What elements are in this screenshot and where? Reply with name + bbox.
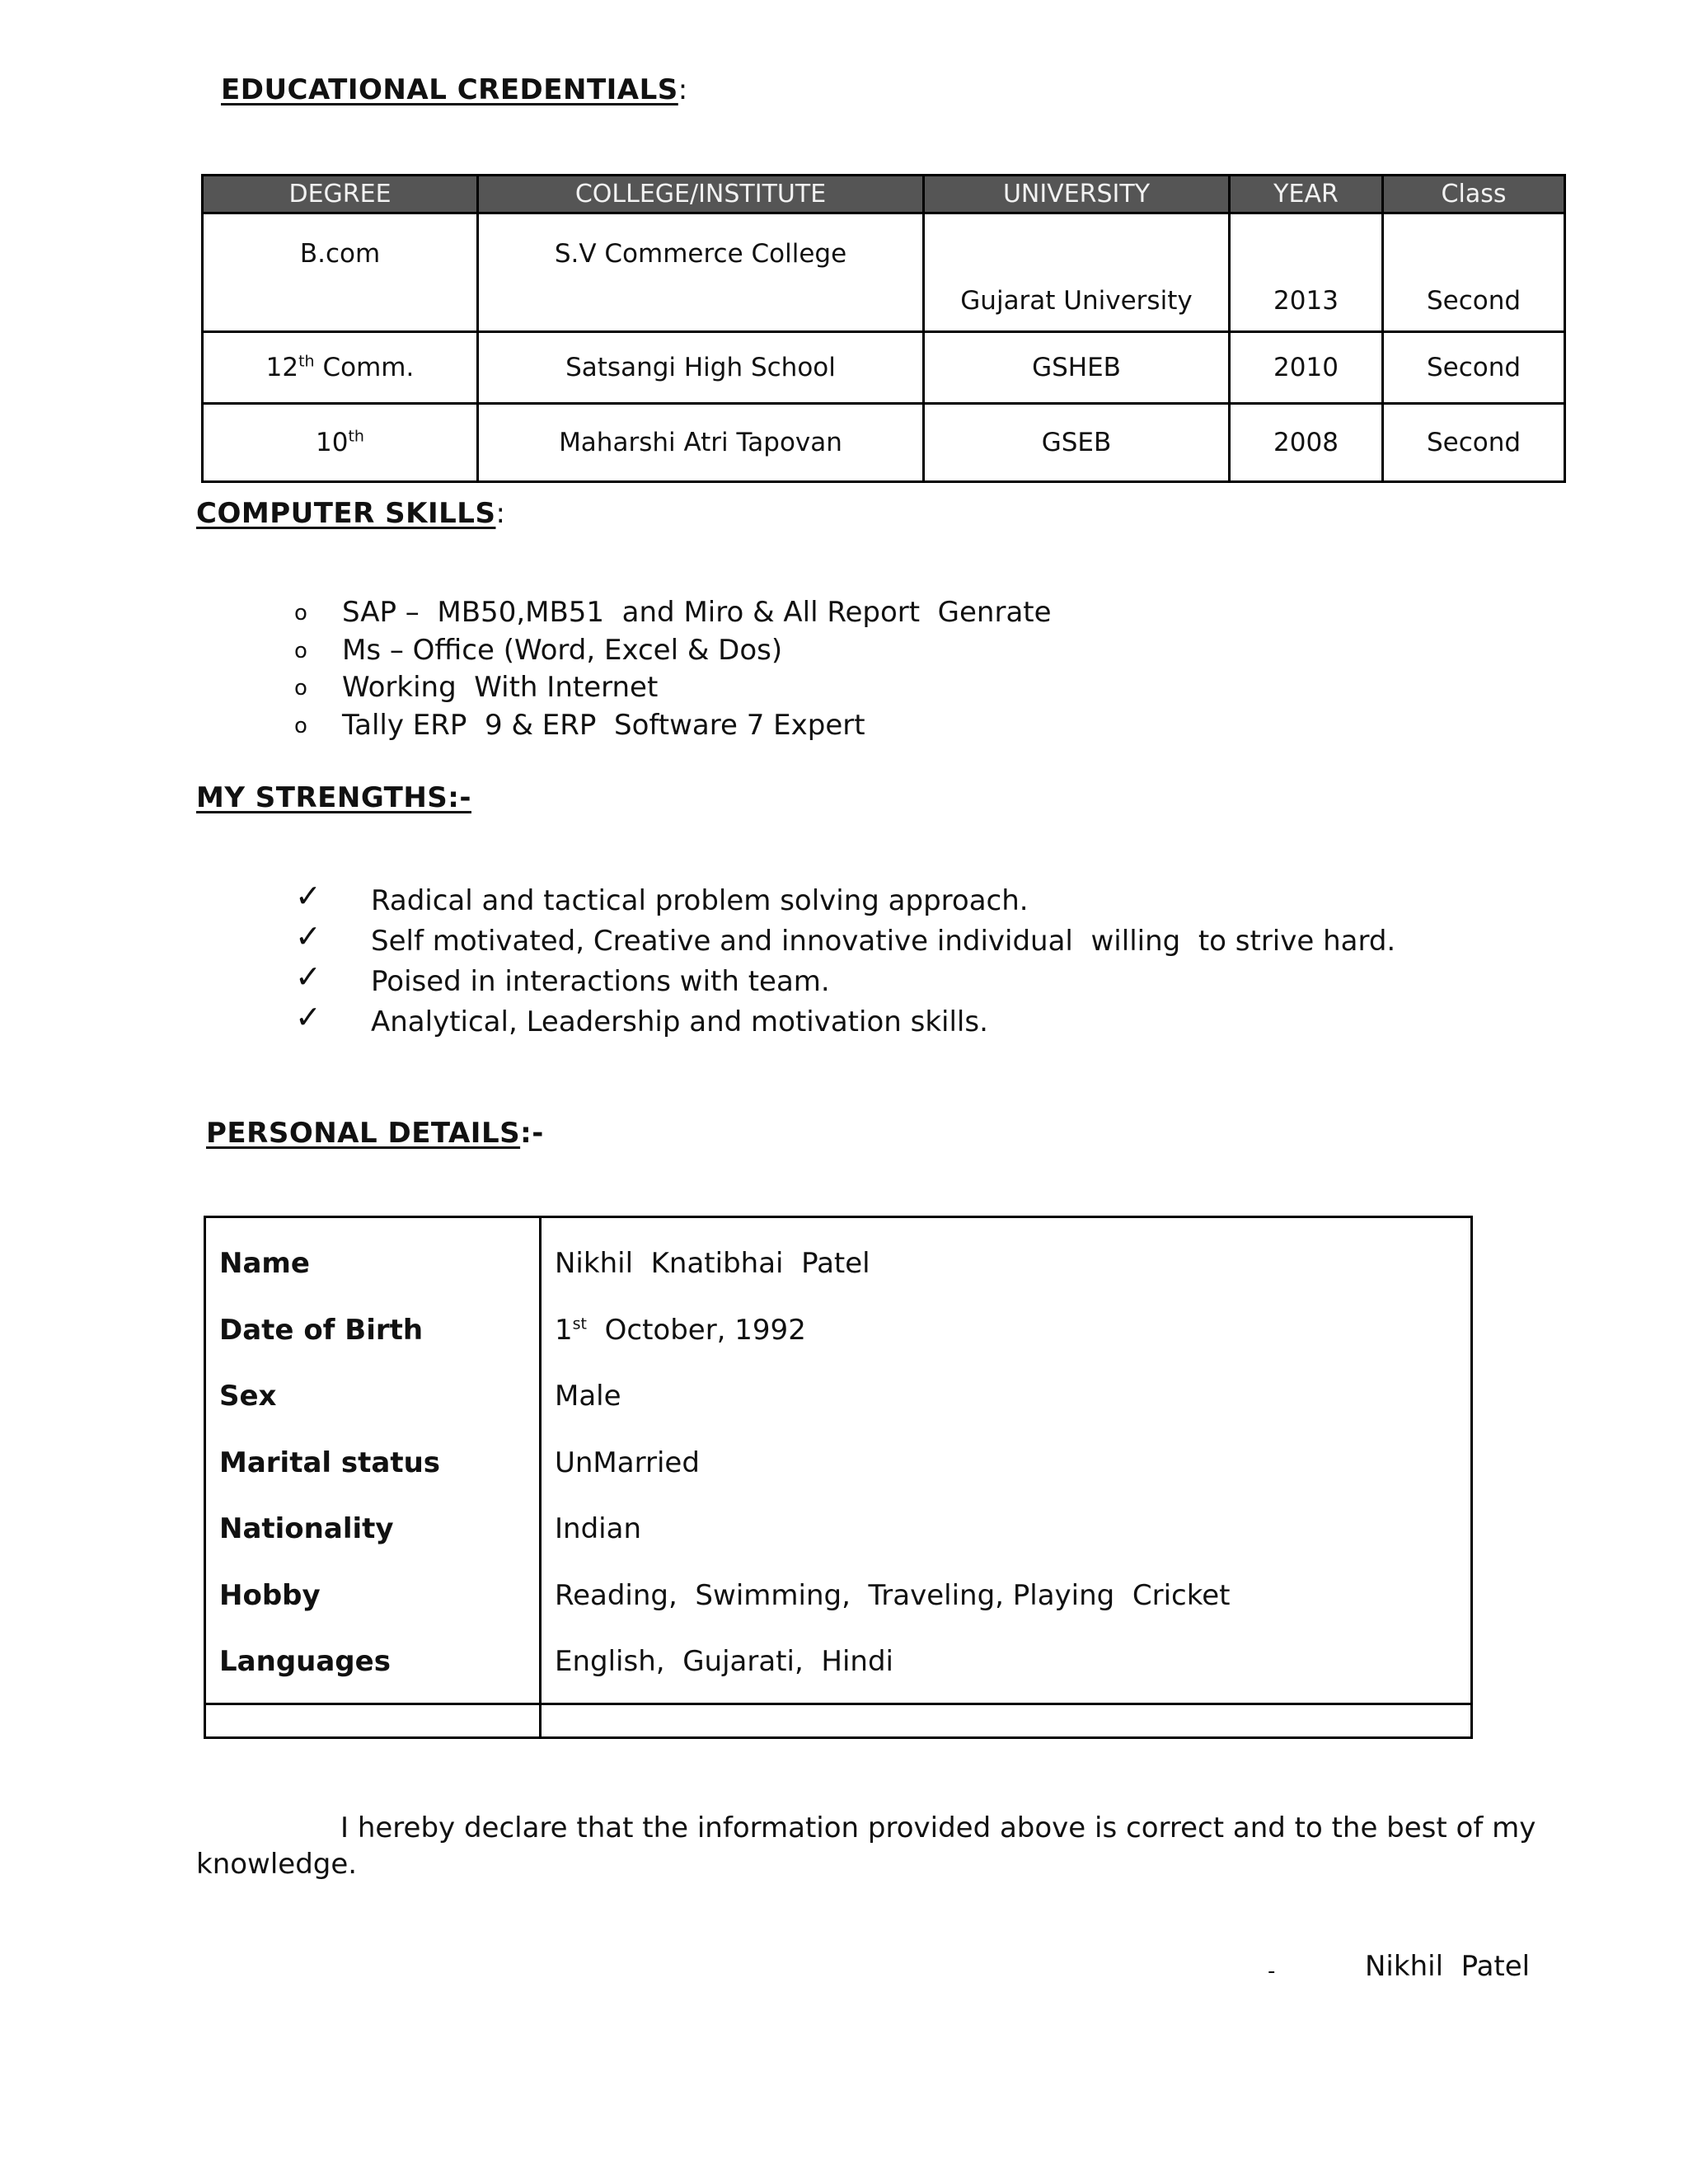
personal-details-main-row — [205, 1217, 1472, 1704]
personal-values-cell — [541, 1217, 1472, 1704]
skill-text: Ms – Office (Word, Excel & Dos) — [342, 633, 783, 667]
skill-text: SAP – MB50,MB51 and Miro & All Report Genrate — [342, 596, 1052, 629]
personal-details-heading-suffix: :- — [520, 1117, 544, 1150]
declaration-line-2: knowledge. — [196, 1848, 358, 1881]
table-row — [203, 332, 1565, 404]
checkmark-icon: ✓ — [295, 918, 321, 954]
dob-superscript: st — [572, 1315, 587, 1333]
label-name: Name — [219, 1247, 310, 1280]
signature-name: Nikhil Patel — [1365, 1950, 1531, 1983]
label-hobby: Hobby — [219, 1578, 321, 1612]
empty-cell — [205, 1704, 541, 1738]
year-cell: 2013 — [1230, 213, 1383, 332]
education-table-header — [203, 176, 1565, 213]
strength-text: Analytical, Leadership and motivation skills. — [371, 1005, 988, 1038]
university-cell: Gujarat University — [924, 213, 1230, 332]
education-table — [201, 174, 1566, 483]
value-sex: Male — [555, 1380, 621, 1413]
skill-text: Tally ERP 9 & ERP Software 7 Expert — [342, 708, 865, 742]
circle-bullet-icon: o — [294, 713, 307, 738]
column-header-class: Class — [1383, 176, 1565, 213]
strength-text: Radical and tactical problem solving approach. — [371, 884, 1029, 917]
computer-skills-heading-colon: : — [495, 497, 506, 530]
degree-cell — [203, 404, 478, 482]
table-row — [203, 213, 1565, 332]
class-cell: Second — [1383, 332, 1565, 404]
computer-skills-heading — [196, 497, 505, 530]
degree-cell — [203, 213, 478, 332]
column-header-degree: DEGREE — [203, 176, 478, 213]
value-name: Nikhil Knatibhai Patel — [555, 1247, 870, 1280]
circle-bullet-icon: o — [294, 638, 307, 663]
circle-bullet-icon: o — [294, 676, 307, 701]
value-languages: English, Gujarati, Hindi — [555, 1645, 893, 1678]
column-header-college: COLLEGE/INSTITUTE — [478, 176, 924, 213]
label-sex: Sex — [219, 1380, 277, 1413]
value-date-of-birth — [555, 1314, 1457, 1380]
education-heading — [221, 73, 688, 106]
college-cell: Maharshi Atri Tapovan — [478, 404, 924, 482]
strengths-heading-text: MY STRENGTHS:- — [196, 781, 471, 814]
checkmark-icon: ✓ — [295, 958, 321, 995]
class-cell: Second — [1383, 404, 1565, 482]
value-marital-status: UnMarried — [555, 1446, 700, 1479]
empty-cell — [541, 1704, 1472, 1738]
label-languages: Languages — [219, 1645, 391, 1678]
degree-superscript: th — [298, 352, 315, 371]
checkmark-icon: ✓ — [295, 999, 321, 1035]
degree-text: B.com — [299, 239, 381, 269]
label-nationality: Nationality — [219, 1512, 394, 1545]
education-heading-text: EDUCATIONAL CREDENTIALS — [221, 73, 678, 106]
column-header-year: YEAR — [1230, 176, 1383, 213]
strengths-heading — [196, 781, 471, 814]
college-cell: Satsangi High School — [478, 332, 924, 404]
strength-text: Self motivated, Creative and innovative individual willing to strive hard. — [371, 925, 1396, 958]
university-cell: GSHEB — [924, 332, 1230, 404]
dob-rest: October, 1992 — [587, 1313, 806, 1347]
strength-text: Poised in interactions with team. — [371, 965, 830, 998]
label-marital-status: Marital status — [219, 1446, 441, 1479]
personal-details-empty-row — [205, 1704, 1472, 1738]
degree-cell — [203, 332, 478, 404]
college-cell: S.V Commerce College — [478, 213, 924, 332]
degree-superscript: th — [348, 427, 364, 446]
checkmark-icon: ✓ — [295, 878, 321, 914]
personal-details-table — [204, 1216, 1473, 1739]
value-nationality: Indian — [555, 1512, 641, 1545]
computer-skills-heading-text: COMPUTER SKILLS — [196, 497, 496, 530]
class-cell: Second — [1383, 213, 1565, 332]
degree-text: 12 — [265, 353, 299, 382]
dob-day: 1 — [555, 1313, 573, 1347]
year-cell: 2010 — [1230, 332, 1383, 404]
personal-labels-cell — [205, 1217, 541, 1704]
label-date-of-birth: Date of Birth — [219, 1313, 424, 1347]
skill-text: Working With Internet — [342, 671, 659, 704]
column-header-university: UNIVERSITY — [924, 176, 1230, 213]
university-cell: GSEB — [924, 404, 1230, 482]
degree-text: 10 — [316, 428, 349, 457]
education-heading-colon: : — [678, 73, 688, 106]
declaration-line-1: I hereby declare that the information provided above is correct and to the best of my — [340, 1811, 1536, 1844]
circle-bullet-icon: o — [294, 601, 307, 626]
signature-dash: - — [1268, 1959, 1276, 1984]
year-cell: 2008 — [1230, 404, 1383, 482]
personal-details-heading — [206, 1117, 544, 1150]
table-row — [203, 404, 1565, 482]
value-hobby: Reading, Swimming, Traveling, Playing Cricket — [555, 1578, 1231, 1612]
personal-details-heading-text: PERSONAL DETAILS — [206, 1117, 521, 1150]
degree-tail: Comm. — [314, 353, 415, 382]
